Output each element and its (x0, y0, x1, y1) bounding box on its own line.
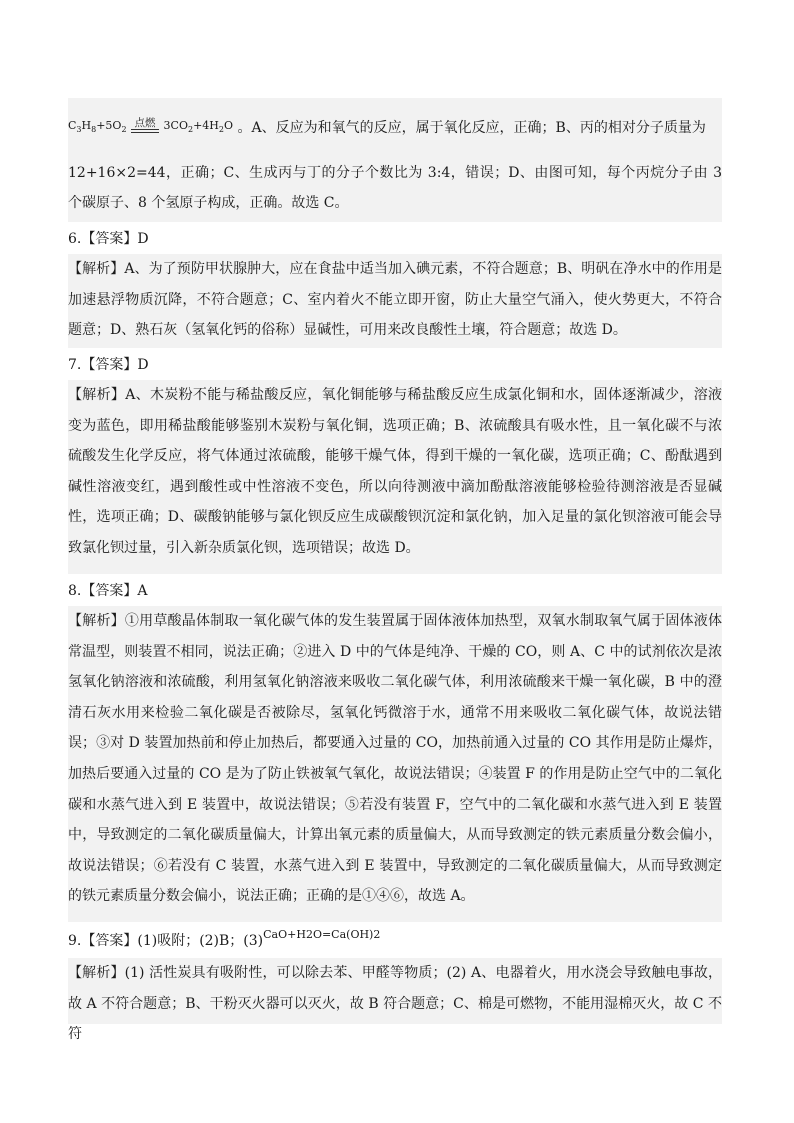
q9-analysis (68, 958, 722, 1043)
q9-answer-formula: CaO+H2O=Ca(OH)2 (263, 928, 381, 941)
q5-line1-text: 。A、反应为和氧气的反应，属于氧化反应，正确；B、丙的相对分子质量为 (237, 120, 706, 137)
q5-analysis-tail (68, 98, 722, 222)
q7-analysis-text: 【解析】A、木炭粉不能与稀盐酸反应，氧化铜能够与稀盐酸反应生成氯化铜和水，固体逐渐减少，溶液变为蓝色，即用稀盐酸能够鉴别木炭粉与氧化铜，选项正确；B、浓硫酸具有吸水性，且一氧化碳不与浓硫酸发生化学反应，将气体通过浓硫酸，能够干燥气体，得到干燥的一氧化碳，选项正确；C、酚酞遇到碱性溶液变红，遇到酸性或中性溶液不变色，所以向待测液中滴加酚酞溶液能够检验待测溶液是否显碱性，选项正确；D、碳酸钠能够与氯化钡反应生成碳酸钡沉淀和氯化钠，加入足量的氯化钡溶液可能会导致氯化钡过量，引入新杂质氯化钡，选项错误；故选 D。 (68, 387, 722, 556)
q8-answer: 8.【答案】A (68, 583, 148, 599)
q6-analysis-text: 【解析】A、为了预防甲状腺肿大，应在食盐中适当加入碘元素，不符合题意；B、明矾在净水中的作用是加速悬浮物质沉降，不符合题意；C、室内着火不能立即开窗，防止大量空气涌入，使火势更大，不符合题意；D、熟石灰（氢氧化钙的俗称）显碱性，可用来改良酸性土壤，符合题意；故选 D。 (68, 261, 722, 339)
q8-analysis-text: 【解析】①用草酸晶体制取一氧化碳气体的发生装置属于固体液体加热型，双氧水制取氧气属于固体液体常温型，则装置不相同，说法正确；②进入 D 中的气体是纯净、干燥的 CO，则 A、C 中的试剂依次是浓氢氧化钠溶液和浓硫酸，利用氢氧化钠溶液来吸收二氧化碳气体，利用浓硫酸来干燥一氧化碳，B 中的澄清石灰水用来检验二氧化碳是否被除尽，氢氧化钙微溶于水，通常不用来吸收二氧化碳气体，故说法错误；③对 D 装置加热前和停止加热后，都要通入过量的 CO，加热前通入过量的 CO 其作用是防止爆炸，加热后要通入过量的 CO 是为了防止铁被氧气氧化，故说法错误；④装置 F 的作用是防止空气中的二氧化碳和水蒸气进入到 E 装置中，故说法错误；⑤若没有装置 F，空气中的二氧化碳和水蒸气进入到 E 装置中，导致测定的二氧化碳质量偏大，计算出氧元素的质量偏大，从而导致测定的铁元素质量分数会偏小，故说法错误；⑥若没有 C 装置，水蒸气进入到 E 装置中，导致测定的二氧化碳质量偏大，从而导致测定的铁元素质量分数会偏小，说法正确；正确的是①④⑥，故选 A。 (68, 613, 722, 905)
q7-analysis (68, 380, 722, 574)
combustion-equation: $C_3H_8+5O_2$ 点燃 $3CO_2+4H_2O$ (68, 117, 233, 135)
q5-formula-line (68, 98, 722, 154)
q9-analysis-text: 【解析】(1) 活性炭具有吸附性，可以除去苯、甲醛等物质；(2) A、电器着火，用水浇会导致触电事故，故 A 不符合题意；B、干粉灭火器可以灭火，故 B 符合题意；C、棉是可燃物，不能用湿棉灭火，故 C 不符 (68, 965, 722, 1043)
reaction-condition: 点燃 (131, 117, 159, 135)
q6-analysis (68, 254, 722, 348)
q9-answer-text: 9.【答案】(1)吸附；(2)B；(3) (68, 933, 264, 949)
q6-answer: 6.【答案】D (68, 231, 149, 247)
q8-analysis (68, 606, 722, 922)
q5-line2-text: 12+16×2=44，正确；C、生成丙与丁的分子个数比为 3:4，错误；D、由图可知，每个丙烷分子由 3 个碳原子、8 个氢原子构成，正确。故选 C。 (68, 165, 722, 211)
q7-answer: 7.【答案】D (68, 357, 149, 373)
q9-answer (68, 930, 722, 953)
